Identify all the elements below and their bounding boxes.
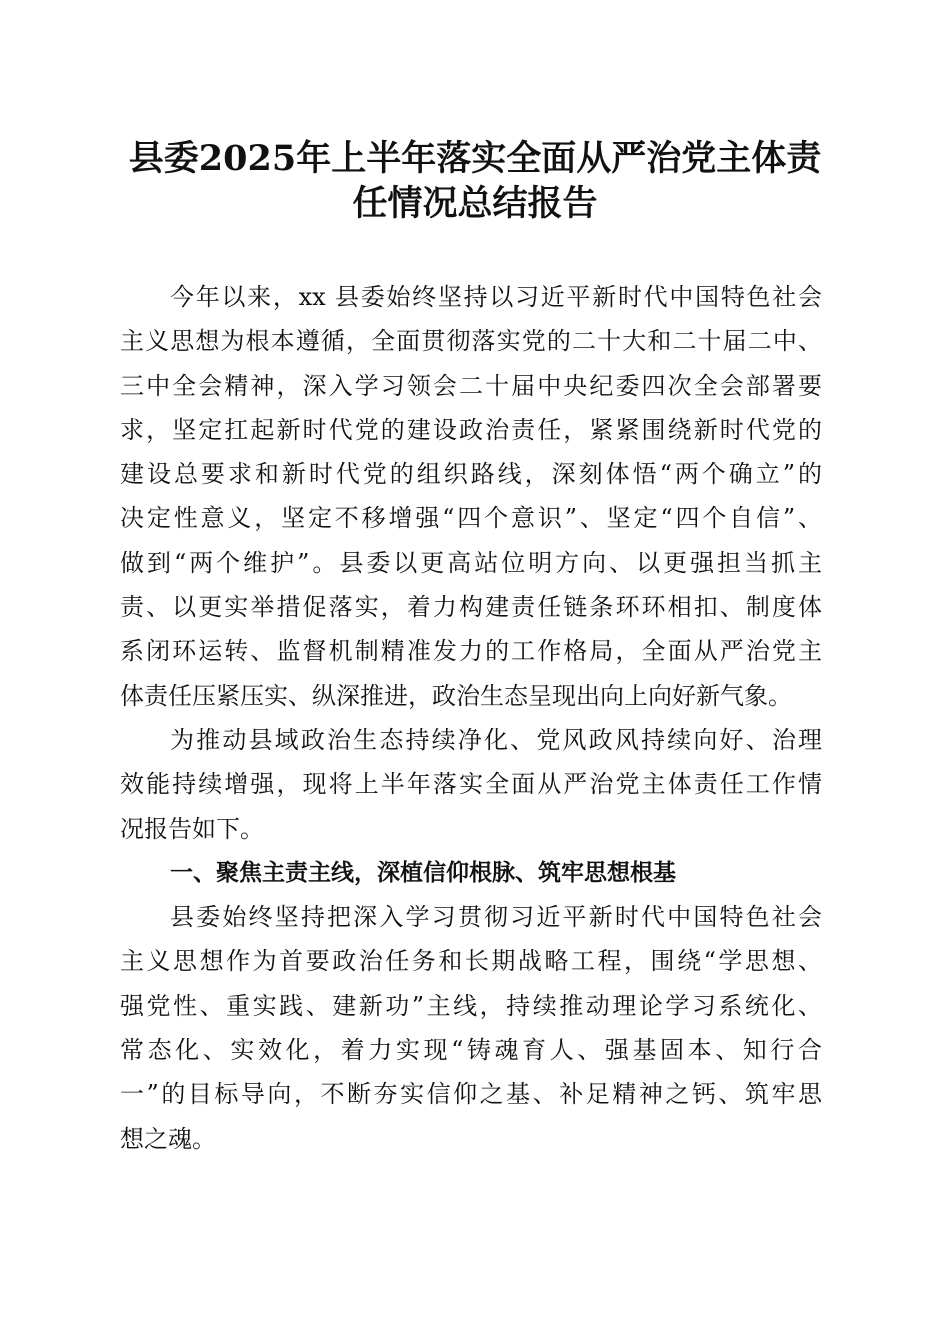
text-line: 主义思想为根本遵循，全面贯彻落实党的二十大和二十届二中、: [120, 327, 822, 356]
text-line: 况报告如下。: [120, 814, 264, 843]
text-line: 一、聚焦主责主线，深植信仰根脉、筑牢思想根基: [170, 859, 676, 886]
text-line: 常态化、实效化，着力实现“铸魂育人、强基固本、知行合: [120, 1036, 822, 1065]
text-line: 三中全会精神，深入学习领会二十届中央纪委四次全会部署要: [120, 371, 822, 400]
text-line: 体责任压紧压实、纵深推进，政治生态呈现出向上向好新气象。: [120, 681, 792, 710]
title-line: 县委2025年上半年落实全面从严治党主体责: [128, 138, 822, 179]
text-line: 县委始终坚持把深入学习贯彻习近平新时代中国特色社会: [170, 903, 822, 932]
text-line: 想之魂。: [120, 1124, 216, 1153]
text-line: 为推动县域政治生态持续净化、党风政风持续向好、治理: [170, 725, 822, 754]
text-line: 效能持续增强，现将上半年落实全面从严治党主体责任工作情: [120, 770, 822, 799]
paragraph: [120, 275, 822, 718]
text-line: 求，坚定扛起新时代党的建设政治责任，紧紧围绕新时代党的: [120, 415, 822, 444]
text-line: 做到“两个维护”。县委以更高站位明方向、以更强担当抓主: [120, 548, 822, 577]
section-heading: [120, 851, 822, 895]
text-line: 责、以更实举措促落实，着力构建责任链条环环相扣、制度体: [120, 593, 822, 622]
text-line: 主义思想作为首要政治任务和长期战略工程，围绕“学思想、: [120, 947, 822, 976]
text-line: 今年以来，xx 县委始终坚持以习近平新时代中国特色社会: [170, 283, 822, 311]
text-line: 强党性、重实践、建新功”主线，持续推动理论学习系统化、: [120, 991, 822, 1020]
paragraph: [120, 895, 822, 1161]
text-line: 系闭环运转、监督机制精准发力的工作格局，全面从严治党主: [120, 637, 822, 666]
title-line: 任情况总结报告: [352, 183, 598, 224]
document-body: [120, 275, 822, 1161]
paragraph: [120, 718, 822, 851]
text-line: 建设总要求和新时代党的组织路线，深刻体悟“两个确立”的: [120, 460, 822, 489]
text-line: 决定性意义，坚定不移增强“四个意识”、坚定“四个自信”、: [120, 504, 822, 533]
text-line: 一”的目标导向，不断夯实信仰之基、补足精神之钙、筑牢思: [120, 1080, 822, 1109]
document-title: [100, 136, 850, 226]
